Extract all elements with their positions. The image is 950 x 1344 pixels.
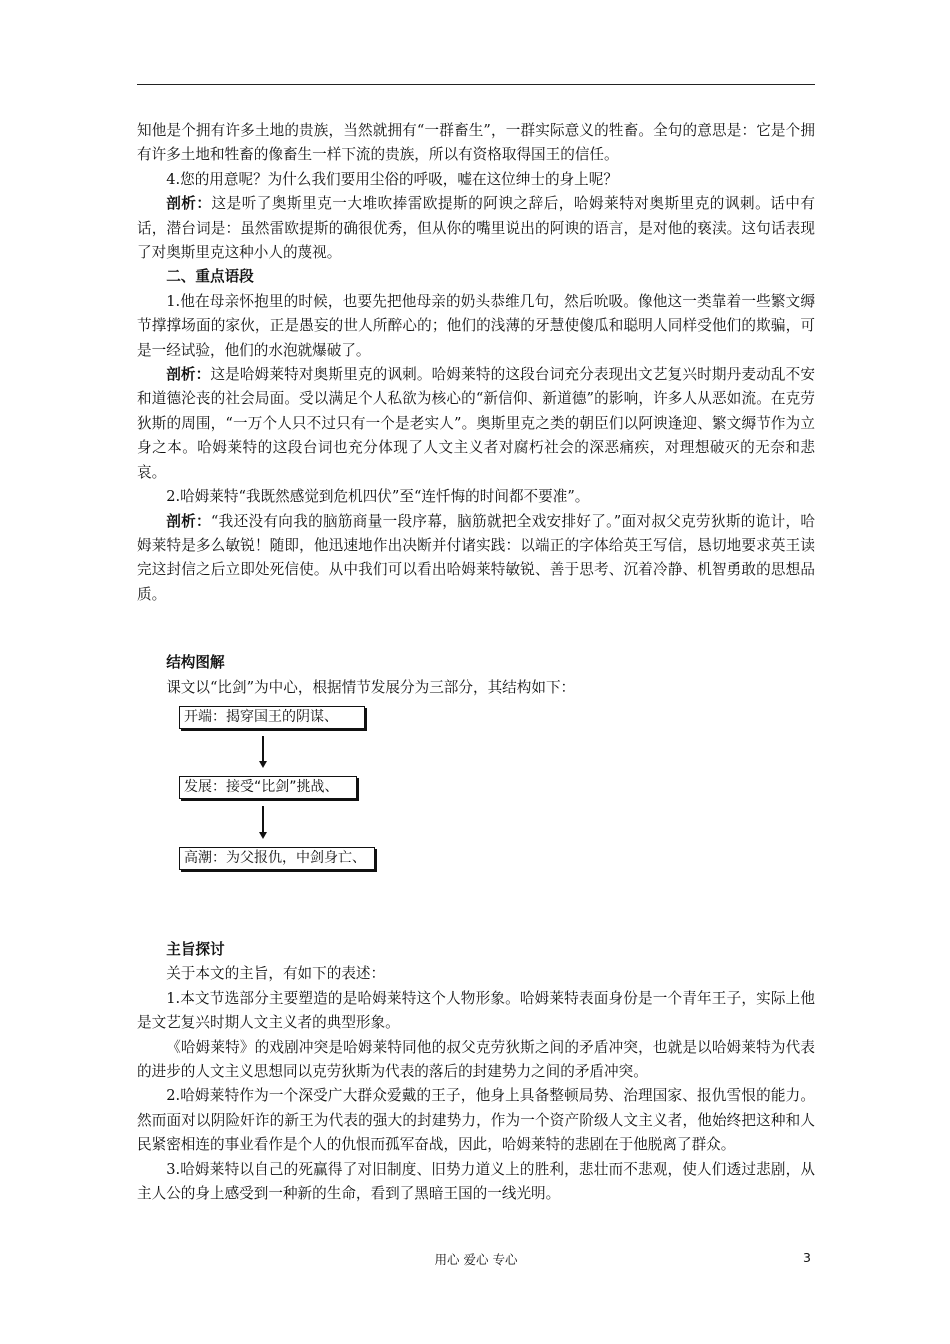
question-4: 4.您的用意呢？为什么我们要用尘俗的呼吸，嘘在这位绅士的身上呢？ [166,170,618,188]
flow-box-opening: 开端：揭穿国王的阴谋、 [179,706,365,729]
theme-heading: 主旨探讨 [166,940,225,958]
analysis-label: 剖析： [166,512,211,530]
structure-heading: 结构图解 [166,654,225,672]
analysis-text: 这是哈姆莱特对奥斯里克的讽刺。哈姆莱特的这段台词充分表现出文艺复兴时期丹麦动乱不安和道德沦丧的社会局面。受以满足个人私欲为核心的“新信仰、新道德”的影响，许多人从恶如流。在克劳狄斯的周围，“一万个人只不过只有一个是老实人”。奥斯里克之类的朝臣们以阿谀逢迎、繁文缛节作为立身之本。哈姆莱特的这段台词也充分体现了人文主义者对腐朽社会的深恶痛疾，对理想破灭的无奈和悲哀。 [137,366,815,481]
analysis-q4 [137,192,815,265]
page-number: 3 [803,1250,811,1265]
flow-box-development: 发展：接受“比剑”挑战、 [179,776,357,799]
analysis-text: 这是听了奥斯里克一大堆吹捧雷欧提斯的阿谀之辞后，哈姆莱特对奥斯里克的讽刺。话中有话，潜台词是：虽然雷欧提斯的确很优秀，但从你的嘴里说出的阿谀的语言，是对他的亵渎。这句话表现了对奥斯里克这种小人的蔑视。 [137,195,815,262]
analysis-passage-2 [137,510,815,608]
analysis-text: “我还没有向我的脑筋商量一段序幕，脑筋就把全戏安排好了。”面对叔父克劳狄斯的诡计，哈姆莱特是多么敏锐！随即，他迅速地作出决断并付诸实践：以端正的字体给英王写信，恳切地要求英王读完这封信之后立即处死信使。从中我们可以看出哈姆莱特敏锐、善于思考、沉着冷静、机智勇敢的思想品质。 [137,512,815,603]
flow-box-climax: 高潮：为父报仇，中剑身亡、 [179,847,375,870]
page-body [137,119,815,1206]
analysis-label: 剖析： [166,366,211,384]
theme-point-3: 3.哈姆莱特以自己的死赢得了对旧制度、旧势力道义上的胜利，悲壮而不悲观，使人们透过悲剧，从主人公的身上感受到一种新的生命，看到了黑暗王国的一线光明。 [137,1160,815,1202]
paragraph-continued: 知他是个拥有许多土地的贵族，当然就拥有“一群畜生”，一群实际意义的牲畜。全句的意思是：它是个拥有许多土地和牲畜的像畜生一样下流的贵族，所以有资格取得国王的信任。 [137,122,815,164]
theme-point-1: 1.本文节选部分主要塑造的是哈姆莱特这个人物形象。哈姆莱特表面身份是一个青年王子，实际上他是文艺复兴时期人文主义者的典型形象。 [137,989,815,1032]
theme-intro: 关于本文的主旨，有如下的表述： [166,965,386,983]
theme-point-1b: 《哈姆莱特》的戏剧冲突是哈姆莱特同他的叔父克劳狄斯之间的矛盾冲突，也就是以哈姆莱特为代表的进步的人文主义思想同以克劳狄斯为代表的落后的封建势力之间的矛盾冲突。 [137,1038,815,1080]
header-rule [137,84,815,85]
structure-flowchart [137,706,815,894]
analysis-passage-1 [137,363,815,485]
structure-intro: 课文以“比剑”为中心，根据情节发展分为三部分，其结构如下： [166,678,576,696]
passage-1: 1.他在母亲怀抱里的时候，也要先把他母亲的奶头恭维几句，然后吮吸。像他这一类靠着一些繁文缛节撑撑场面的家伙，正是愚妄的世人所醉心的；他们的浅薄的牙慧使傻瓜和聪明人同样受他们的欺骗，可是一经试验，他们的水泡就爆破了。 [137,292,815,359]
flow-arrow-1 [262,736,264,762]
theme-point-2: 2.哈姆莱特作为一个深受广大群众爱戴的王子，他身上具备整顿局势、治理国家、报仇雪恨的能力。然而面对以阴险奸诈的新王为代表的强大的封建势力，作为一个资产阶级人文主义者，他始终把这种和人民紧密相连的事业看作是个人的仇恨而孤军奋战，因此，哈姆莱特的悲剧在于他脱离了群众。 [137,1087,815,1154]
analysis-label: 剖析： [166,195,212,213]
section-heading-key-passages: 二、重点语段 [166,268,254,286]
flow-arrow-2 [262,806,264,833]
footer-motto: 用心 爱心 专心 [434,1252,518,1267]
passage-2: 2.哈姆莱特“我既然感觉到危机四伏”至“连忏悔的时间都不要准”。 [166,488,590,506]
